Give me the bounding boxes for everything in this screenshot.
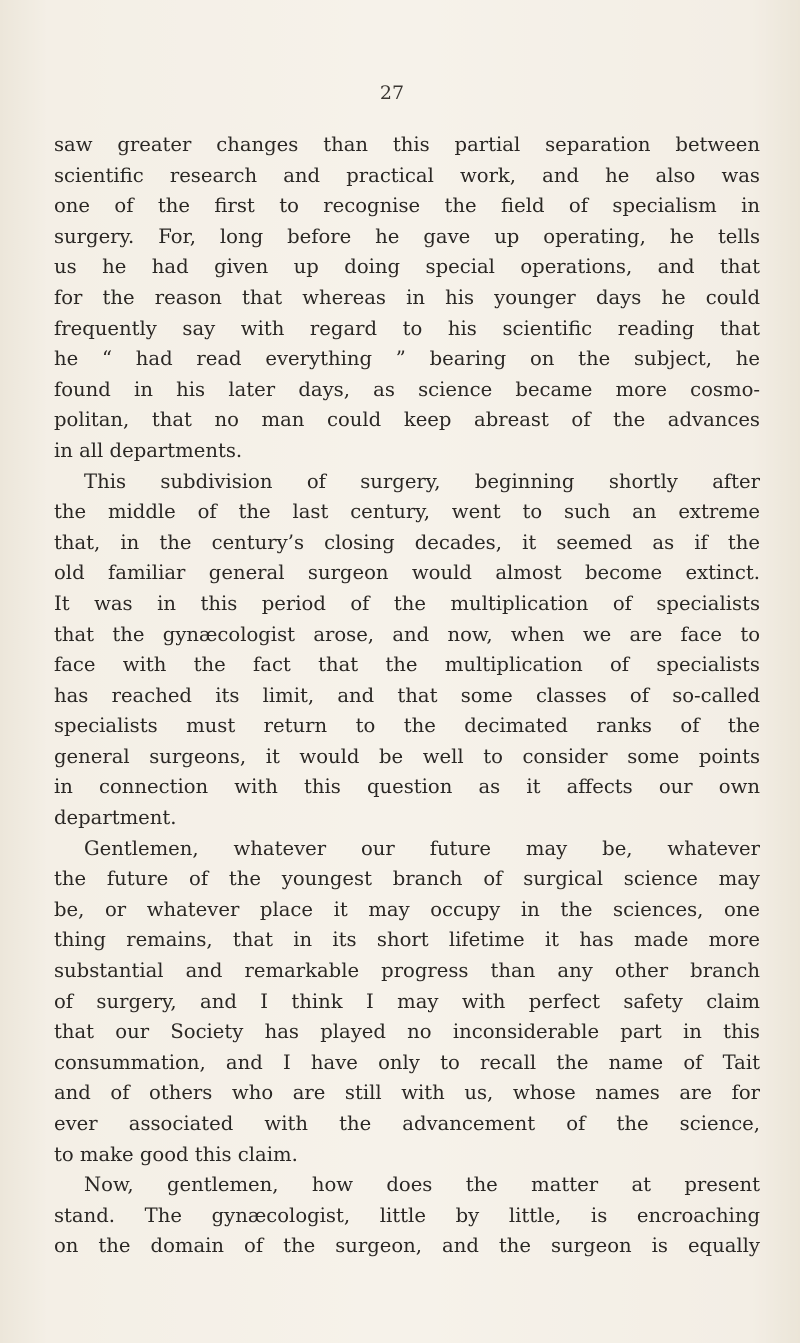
text-line: that the gynæcologist arose, and now, when we are face to [54,622,760,646]
text-line: on the domain of the surgeon, and the surgeon is equally [54,1234,760,1258]
body-text [54,130,760,1262]
text-line: and of others who are still with us, whose names are for [54,1081,760,1105]
text-line: has reached its limit, and that some classes of so-called [54,683,760,707]
text-line: general surgeons, it would be well to consider some points [54,744,760,768]
text-line: face with the fact that the multiplication of specialists [54,653,760,677]
text-line: that our Society has played no inconsiderable part in this [54,1020,760,1044]
text-line: It was in this period of the multiplication of specialists [54,591,760,615]
text-line: scientific research and practical work, and he also was [54,163,760,187]
text-line: for the reason that whereas in his younger days he could [54,285,760,309]
text-line: politan, that no man could keep abreast of the advances [54,408,760,432]
text-line: department. [54,806,177,830]
text-line: he “ had read everything ” bearing on the subject, he [54,347,760,371]
text-line: in connection with this question as it affects our own [54,775,760,799]
text-line: found in his later days, as science became more cosmo- [54,377,760,401]
text-line: us he had given up doing special operations, and that [54,255,760,279]
text-line: frequently say with regard to his scientific reading that [54,316,760,340]
text-line: substantial and remarkable progress than any other branch [54,959,760,983]
text-line: old familiar general surgeon would almost become extinct. [54,561,760,585]
text-line: be, or whatever place it may occupy in the sciences, one [54,897,760,921]
text-line: Gentlemen, whatever our future may be, whatever [84,836,760,860]
text-line: the middle of the last century, went to such an extreme [54,500,760,524]
text-line: in all departments. [54,438,243,462]
text-line: of surgery, and I think I may with perfect safety claim [54,989,760,1013]
text-line: stand. The gynæcologist, little by little, is encroaching [54,1203,760,1227]
text-line: saw greater changes than this partial separation between [54,133,760,156]
text-line: to make good this claim. [54,1142,298,1166]
text-line: ever associated with the advancement of the science, [54,1112,760,1135]
text-line: one of the first to recognise the field of specialism in [54,194,760,218]
text-line: that, in the century’s closing decades, it seemed as if the [54,530,760,554]
text-line: thing remains, that in its short lifetime it has made more [54,928,760,952]
page-number: 27 [379,82,405,104]
text-line: This subdivision of surgery, beginning shortly after [84,469,760,493]
text-line: the future of the youngest branch of surgical science may [54,867,760,891]
text-line: consummation, and I have only to recall the name of Tait [54,1050,760,1074]
text-line: Now, gentlemen, how does the matter at present [84,1173,760,1197]
text-line: surgery. For, long before he gave up operating, he tells [54,224,760,248]
text-line: specialists must return to the decimated ranks of the [54,714,760,738]
